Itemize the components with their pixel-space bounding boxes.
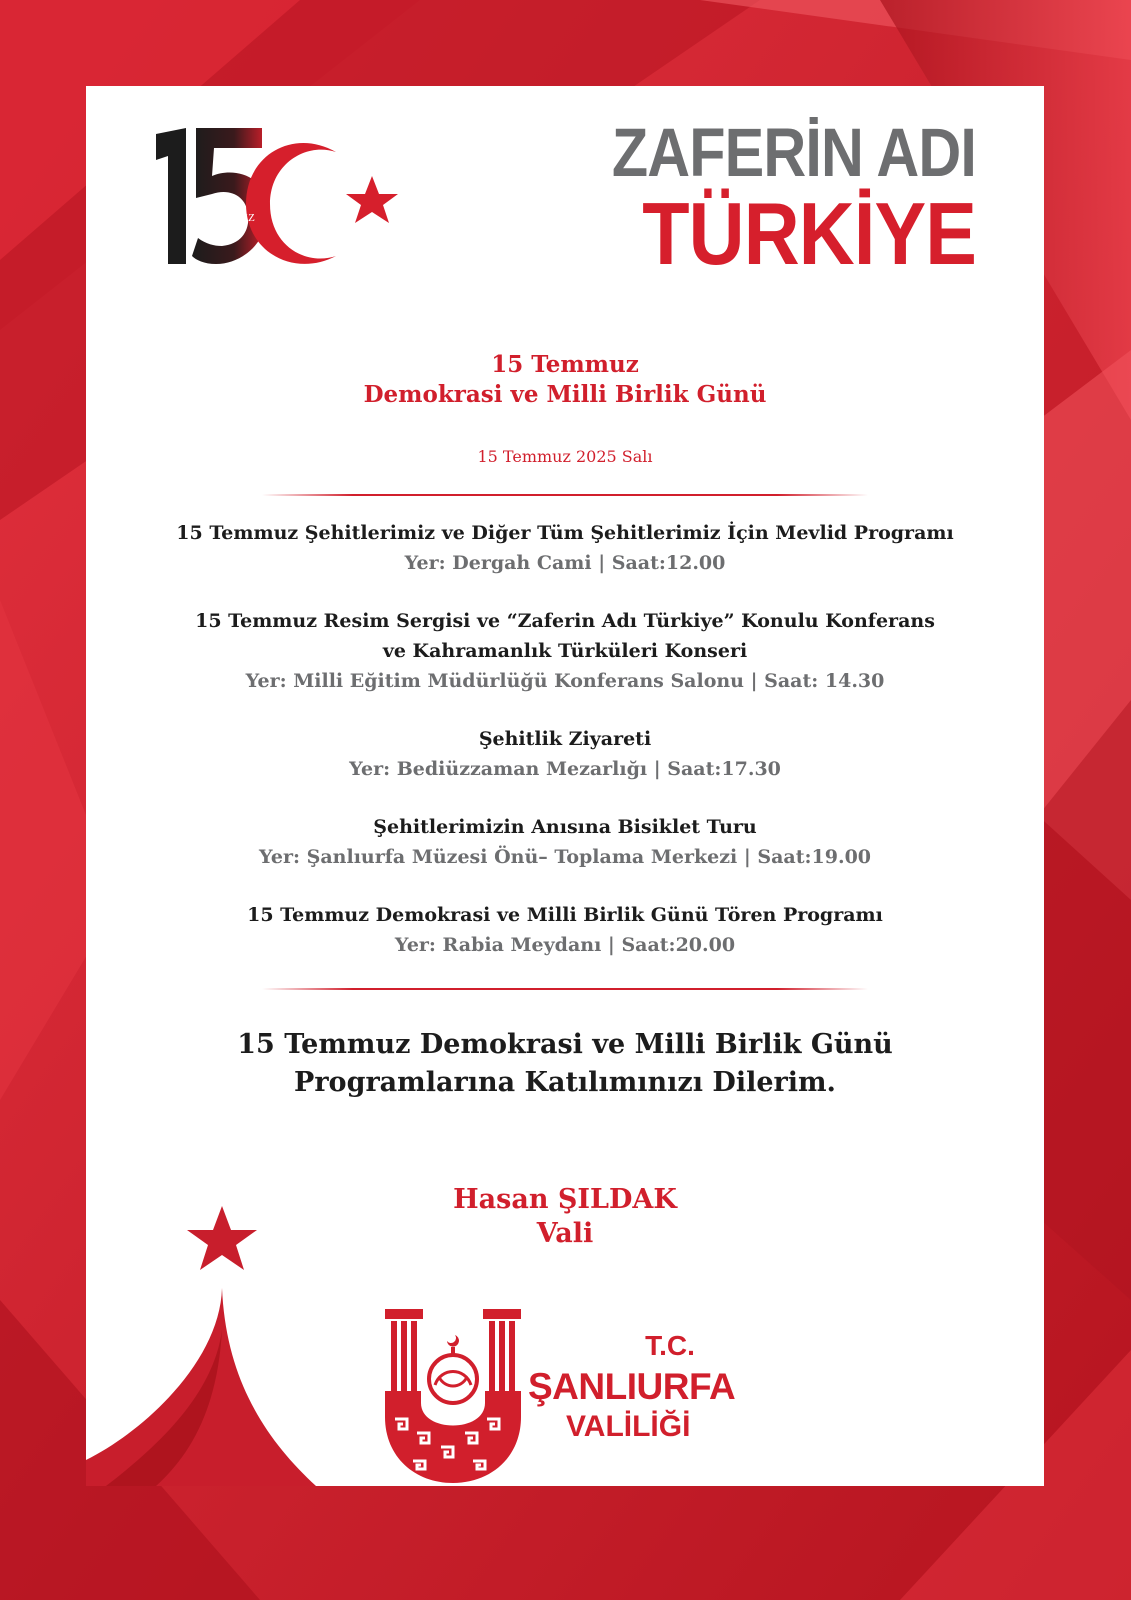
program-item-title: 15 Temmuz Resim Sergisi ve “Zaferin Adı Türkiye” Konulu Konferans [195, 610, 935, 632]
signatory-title: Vali [536, 1218, 594, 1249]
crescent-star-icon [150, 118, 410, 278]
program-item [86, 812, 1044, 872]
star-spire-decoration [86, 1190, 316, 1486]
program-item-title: Şehitlerimizin Anısına Bisiklet Turu [373, 816, 757, 838]
program-item [86, 606, 1044, 696]
program-item-title: ve Kahramanlık Türküleri Konseri [382, 640, 748, 662]
event-date: 15 Temmuz 2025 Salı [477, 447, 653, 466]
program-item-title: 15 Temmuz Demokrasi ve Milli Birlik Günü Tören Programı [247, 904, 883, 926]
emblem-label: TEMMUZ [204, 212, 256, 224]
signatory-name: Hasan ŞILDAK [453, 1184, 677, 1215]
slogan-line1: ZAFERİN ADI [611, 114, 976, 191]
program-item-location: Yer: Bediüzzaman Mezarlığı | Saat:17.30 [349, 758, 781, 780]
program-item-location: Yer: Dergah Cami | Saat:12.00 [404, 552, 726, 574]
org-line3: VALİLİĞİ [566, 1410, 691, 1443]
bottom-divider [262, 988, 868, 990]
slogan-line2: TÜRKİYE [642, 184, 976, 283]
program-item [86, 900, 1044, 960]
program-item-title: 15 Temmuz Şehitlerimiz ve Diğer Tüm Şehitlerimiz İçin Mevlid Programı [176, 522, 954, 544]
program-item-title: Şehitlik Ziyareti [478, 728, 652, 750]
program-item [86, 518, 1044, 578]
program-item [86, 724, 1044, 784]
program-item-location: Yer: Rabia Meydanı | Saat:20.00 [394, 934, 736, 956]
closing-line2: Programlarına Katılımınızı Dilerim. [294, 1067, 836, 1098]
event-title-line2: Demokrasi ve Milli Birlik Günü [363, 381, 767, 408]
org-line1: T.C. [645, 1330, 695, 1361]
closing-line1: 15 Temmuz Demokrasi ve Milli Birlik Günü [237, 1029, 893, 1060]
org-line2: ŞANLIURFA [528, 1366, 736, 1407]
closing-message [86, 1026, 1044, 1102]
program-item-location: Yer: Milli Eğitim Müdürlüğü Konferans Salonu | Saat: 14.30 [245, 670, 885, 692]
program-item-location: Yer: Şanlıurfa Müzesi Önü– Toplama Merkezi | Saat:19.00 [258, 846, 872, 868]
sanliurfa-governorship-logo-icon [383, 1307, 523, 1487]
event-title-line1: 15 Temmuz [491, 351, 639, 378]
top-divider [262, 494, 868, 496]
